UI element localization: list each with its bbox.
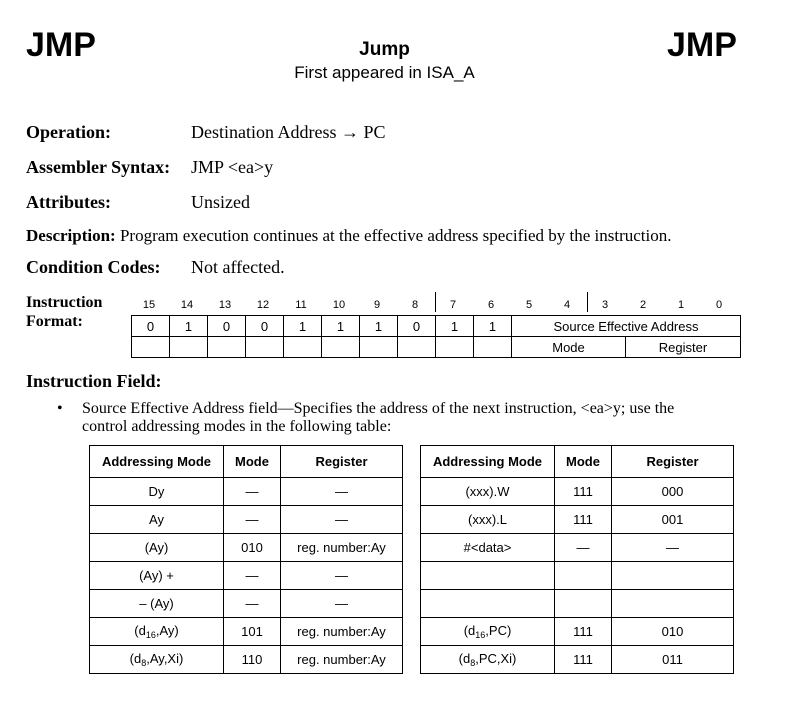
- mode-name-sub: 16: [145, 630, 156, 640]
- instruction-format-table: [131, 315, 741, 358]
- mode-name-sub: 16: [475, 630, 486, 640]
- bit-number-label: 4: [563, 299, 571, 311]
- header-register: Register: [612, 446, 734, 478]
- mode-cell: 101: [224, 618, 281, 646]
- addressing-mode-cell: #<data>: [421, 534, 555, 562]
- register-cell: [612, 562, 734, 590]
- mode-name-pre: (d: [463, 623, 476, 638]
- bit-number-label: 15: [142, 299, 156, 311]
- bit-number-label: 11: [295, 299, 307, 311]
- nibble-tick: [587, 292, 588, 312]
- instruction-format-label-1: Instruction: [26, 294, 103, 311]
- register-cell: 000: [612, 478, 734, 506]
- mode-cell: 010: [224, 534, 281, 562]
- header-register: Register: [281, 446, 403, 478]
- bit-cell: 1: [170, 316, 208, 337]
- bit-number-label: 5: [525, 299, 533, 311]
- mode-cell: —: [555, 534, 612, 562]
- addressing-mode-table-right: [420, 445, 734, 674]
- bit-cell-lower: [398, 337, 436, 358]
- register-cell: —: [612, 534, 734, 562]
- bit-cell: 0: [132, 316, 170, 337]
- register-subfield-cell: Register: [626, 337, 741, 358]
- bit-cell: 1: [322, 316, 360, 337]
- page-subtitle: First appeared in ISA_A: [294, 63, 475, 82]
- header-mode: Mode: [224, 446, 281, 478]
- bit-cell-lower: [284, 337, 322, 358]
- instruction-field-text-1: Source Effective Address field—Specifies the address of the next instruction, <ea>y; use the: [82, 400, 675, 417]
- mode-name-post: ,Ay): [155, 623, 179, 638]
- mnemonic-left: JMP: [26, 26, 96, 64]
- description-label: Description:: [26, 226, 116, 245]
- table-row: [90, 618, 403, 646]
- header-addressing-mode: Addressing Mode: [90, 446, 224, 478]
- mode-name-sub: 8: [470, 658, 476, 668]
- bit-number-label: 2: [639, 299, 647, 311]
- bit-cell-lower: [208, 337, 246, 358]
- table-row: [90, 506, 403, 534]
- bit-cell: 1: [436, 316, 474, 337]
- condition-codes-label: Condition Codes:: [26, 257, 161, 277]
- instruction-field-text-2: control addressing modes in the following table:: [82, 418, 392, 435]
- register-cell: —: [281, 478, 403, 506]
- table-row: [90, 646, 403, 674]
- attributes-value: Unsized: [191, 192, 250, 212]
- bit-number-label: 6: [487, 299, 495, 311]
- bit-number-label: 0: [715, 299, 723, 311]
- addressing-mode-cell: Ay: [90, 506, 224, 534]
- mode-name-post: ,PC): [485, 623, 512, 638]
- operation-label: Operation:: [26, 122, 111, 142]
- bit-cell: 0: [208, 316, 246, 337]
- table-row: [421, 534, 734, 562]
- table-row: [421, 478, 734, 506]
- mode-cell: —: [224, 478, 281, 506]
- bit-number-label: 9: [373, 299, 381, 311]
- bit-cell: 0: [246, 316, 284, 337]
- mode-cell: 111: [555, 506, 612, 534]
- register-cell: reg. number:Ay: [281, 534, 403, 562]
- table-row: [421, 506, 734, 534]
- bit-number-label: 13: [218, 299, 232, 311]
- addressing-mode-cell: Dy: [90, 478, 224, 506]
- mode-cell: [555, 562, 612, 590]
- header-mode: Mode: [555, 446, 612, 478]
- addressing-mode-cell: (xxx).L: [421, 506, 555, 534]
- register-cell: 001: [612, 506, 734, 534]
- mode-cell: [555, 590, 612, 618]
- syntax-label: Assembler Syntax:: [26, 157, 171, 177]
- register-cell: —: [281, 590, 403, 618]
- table-row: [90, 590, 403, 618]
- mode-cell: 111: [555, 646, 612, 674]
- description-value: Program execution continues at the effective address specified by the instruction.: [119, 226, 672, 245]
- bit-cell-lower: [170, 337, 208, 358]
- addressing-mode-cell: (xxx).W: [421, 478, 555, 506]
- addressing-mode-cell: (Ay): [90, 534, 224, 562]
- bullet-icon: •: [57, 400, 63, 417]
- addressing-mode-cell: (Ay) +: [90, 562, 224, 590]
- nibble-tick: [435, 292, 436, 312]
- bit-number-label: 14: [180, 299, 194, 311]
- ea-field-cell: Source Effective Address: [512, 316, 741, 337]
- instruction-field-label: Instruction Field:: [26, 371, 162, 391]
- mode-cell: —: [224, 590, 281, 618]
- bit-number-label: 8: [411, 299, 419, 311]
- instruction-format-label-2: Format:: [26, 313, 83, 330]
- mode-cell: 110: [224, 646, 281, 674]
- mode-name-post: ,Ay,Xi): [146, 651, 184, 666]
- register-cell: —: [281, 506, 403, 534]
- mode-name-pre: (d: [129, 651, 142, 666]
- bit-cell-lower: [360, 337, 398, 358]
- bit-cell-lower: [246, 337, 284, 358]
- mode-name-pre: (d: [458, 651, 471, 666]
- mode-cell: 111: [555, 478, 612, 506]
- addressing-mode-cell: [421, 562, 555, 590]
- table-row: [421, 646, 734, 674]
- addressing-mode-cell: [421, 646, 555, 674]
- bit-number-label: 10: [332, 299, 346, 311]
- table-row: [90, 534, 403, 562]
- condition-codes-value: Not affected.: [191, 257, 285, 277]
- operation-value: Destination Address → PC: [191, 122, 386, 142]
- table-row: [90, 478, 403, 506]
- register-cell: 010: [612, 618, 734, 646]
- mode-cell: 111: [555, 618, 612, 646]
- register-cell: —: [281, 562, 403, 590]
- register-cell: [612, 590, 734, 618]
- bit-cell-lower: [322, 337, 360, 358]
- addressing-mode-cell: – (Ay): [90, 590, 224, 618]
- mode-subfield-cell: Mode: [512, 337, 626, 358]
- attributes-label: Attributes:: [26, 192, 111, 212]
- register-cell: 011: [612, 646, 734, 674]
- description: [26, 226, 672, 246]
- bit-cell: 1: [284, 316, 322, 337]
- page-title: Jump: [359, 39, 410, 60]
- bit-cell: 1: [474, 316, 512, 337]
- bit-number-label: 1: [677, 299, 685, 311]
- mode-name-sub: 8: [141, 658, 147, 668]
- mode-cell: —: [224, 506, 281, 534]
- table-row: [421, 590, 734, 618]
- addressing-mode-cell: [421, 618, 555, 646]
- mnemonic-right: JMP: [667, 26, 737, 64]
- bit-number-label: 12: [256, 299, 270, 311]
- addressing-mode-cell: [90, 618, 224, 646]
- bit-cell: 0: [398, 316, 436, 337]
- bit-cell-lower: [132, 337, 170, 358]
- addressing-mode-cell: [90, 646, 224, 674]
- bit-number-label: 3: [601, 299, 609, 311]
- bit-number-label: 7: [449, 299, 457, 311]
- register-cell: reg. number:Ay: [281, 618, 403, 646]
- addressing-mode-table-left: [89, 445, 403, 674]
- mode-cell: —: [224, 562, 281, 590]
- mode-name-post: ,PC,Xi): [475, 651, 517, 666]
- syntax-value: JMP <ea>y: [191, 157, 274, 177]
- table-row: [421, 618, 734, 646]
- header-addressing-mode: Addressing Mode: [421, 446, 555, 478]
- table-row: [90, 562, 403, 590]
- bit-cell-lower: [474, 337, 512, 358]
- table-row: [421, 562, 734, 590]
- addressing-mode-cell: [421, 590, 555, 618]
- bit-cell: 1: [360, 316, 398, 337]
- bit-cell-lower: [436, 337, 474, 358]
- mode-name-pre: (d: [134, 623, 146, 638]
- register-cell: reg. number:Ay: [281, 646, 403, 674]
